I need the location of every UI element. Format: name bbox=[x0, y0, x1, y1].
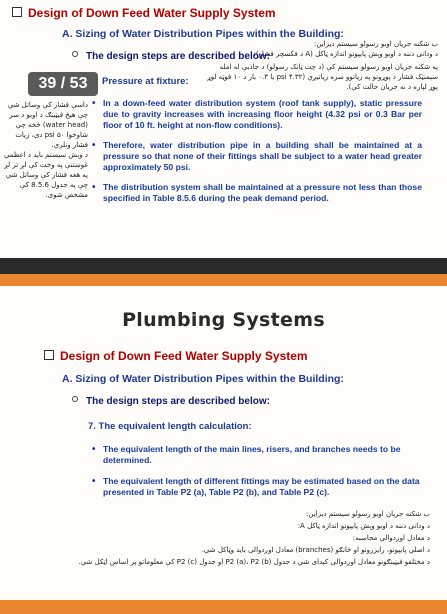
checkbox-icon bbox=[12, 7, 22, 17]
bullet-icon: • bbox=[92, 476, 96, 487]
bullet-icon: • bbox=[92, 444, 96, 455]
slide2-heading: Design of Down Feed Water Supply System bbox=[44, 349, 308, 363]
slide1-steps: The design steps are described below: bbox=[72, 51, 270, 62]
circle-bullet-icon bbox=[72, 51, 78, 57]
divider-orange bbox=[0, 274, 447, 286]
page-counter: 39 / 53 bbox=[28, 72, 98, 96]
section-title: Plumbing Systems bbox=[122, 309, 325, 331]
bullet-item: • In a down-feed water distribution system (roof tank supply), static pressure due to gravity increases with increasing floor height (4.32 psi or 0.3 Bar per floor of 10 ft. height at non-flow conditions). bbox=[92, 98, 422, 130]
slide-bottom bbox=[0, 286, 447, 614]
slide2-steps: The design steps are described below: bbox=[72, 396, 270, 407]
bullet-icon: • bbox=[92, 98, 96, 109]
bottom-strip bbox=[0, 600, 447, 614]
checkbox-icon bbox=[44, 350, 54, 360]
slide2-subheading: A. Sizing of Water Distribution Pipes within the Building: bbox=[62, 373, 344, 385]
slide1-pressure-label: Pressure at fixture: bbox=[102, 76, 189, 87]
slide1-bullets bbox=[92, 98, 422, 204]
slide1-urdu-left: داسې فشار کې وساتل شي چې هیڅ فیټینګ د اوبو د سر (water head) څخه چې شاوخوا ۵۰ psi دی، زیات فشار ونلري. د وېش سیستم باید د اعظمي غوښتنې په وخت کې لږ تر لږ په هغه فشار کې وساتل شي چې په جدول 8.5.6 کې مشخص شوی. bbox=[3, 101, 88, 199]
bullet-item: • The equivalent length of different fittings may be estimated based on the data presented in Table P2 (a), Table P2 (b), and Table P2 (c). bbox=[92, 476, 420, 497]
slide1-urdu-sub: ب شکنه جریان اوبو رسولو سیستم دیزاین: د ودانی دننه د اوبو وېش پایپونو اندازه ټاکل (A د فکسچر فشار): bbox=[253, 40, 438, 58]
divider-dark bbox=[0, 258, 447, 274]
bullet-item: • Therefore, water distribution pipe in a building shall be maintained at a pressure so that none of their fittings shall be subject to a water head greater approximately 50 psi. bbox=[92, 140, 422, 172]
bullet-item: • The equivalent length of the main lines, risers, and branches needs to be determined. bbox=[92, 444, 401, 465]
slide1-urdu-pressure: په شکنه جریان اوبو رسولو سیستم کې (د چت ټانک رسولو) د جاذبې له امله سېمنټک فشار د پوړونو په زیاتوو سره زیاتیږي (۴.۳۲ psi یا ۰.۳ بار د ۱۰ فوټه لوړ پوړ لپاره د نه جریان حالت کې). bbox=[207, 63, 438, 91]
bullet-icon: • bbox=[92, 182, 96, 193]
slide2-urdu: ب شکنه جریان اوبو رسولو سیستم دیزاین: د ودانی دننه د اوبو وېش پایپونو اندازه ټاکل A: د معادل اوږدوالي محاسبه: د اصلي پایپونو، رایزرونو او څانګو (branches) معادل اوږدوالی باید وټاکل شي. د مختلفو فیټینګونو معادل اوږدوالی کېدای شي د جدول P2 (a)، P2 (b) او جدول P2 (c) کې معلوماتو پر اساس اټکل شي. bbox=[78, 510, 430, 566]
slide1-heading: Design of Down Feed Water Supply System bbox=[12, 6, 276, 20]
bullet-icon: • bbox=[92, 140, 96, 151]
bullet-item: • The distribution system shall be maintained at a pressure not less than those specified in Table 8.5.6 during the peak demand period. bbox=[92, 182, 422, 203]
slide2-item7: 7. The equivalent length calculation: bbox=[88, 421, 252, 432]
slide1-subheading: A. Sizing of Water Distribution Pipes within the Building: bbox=[62, 28, 344, 40]
circle-bullet-icon bbox=[72, 396, 78, 402]
slide2-bullets bbox=[92, 444, 422, 498]
slide-top bbox=[0, 0, 447, 258]
